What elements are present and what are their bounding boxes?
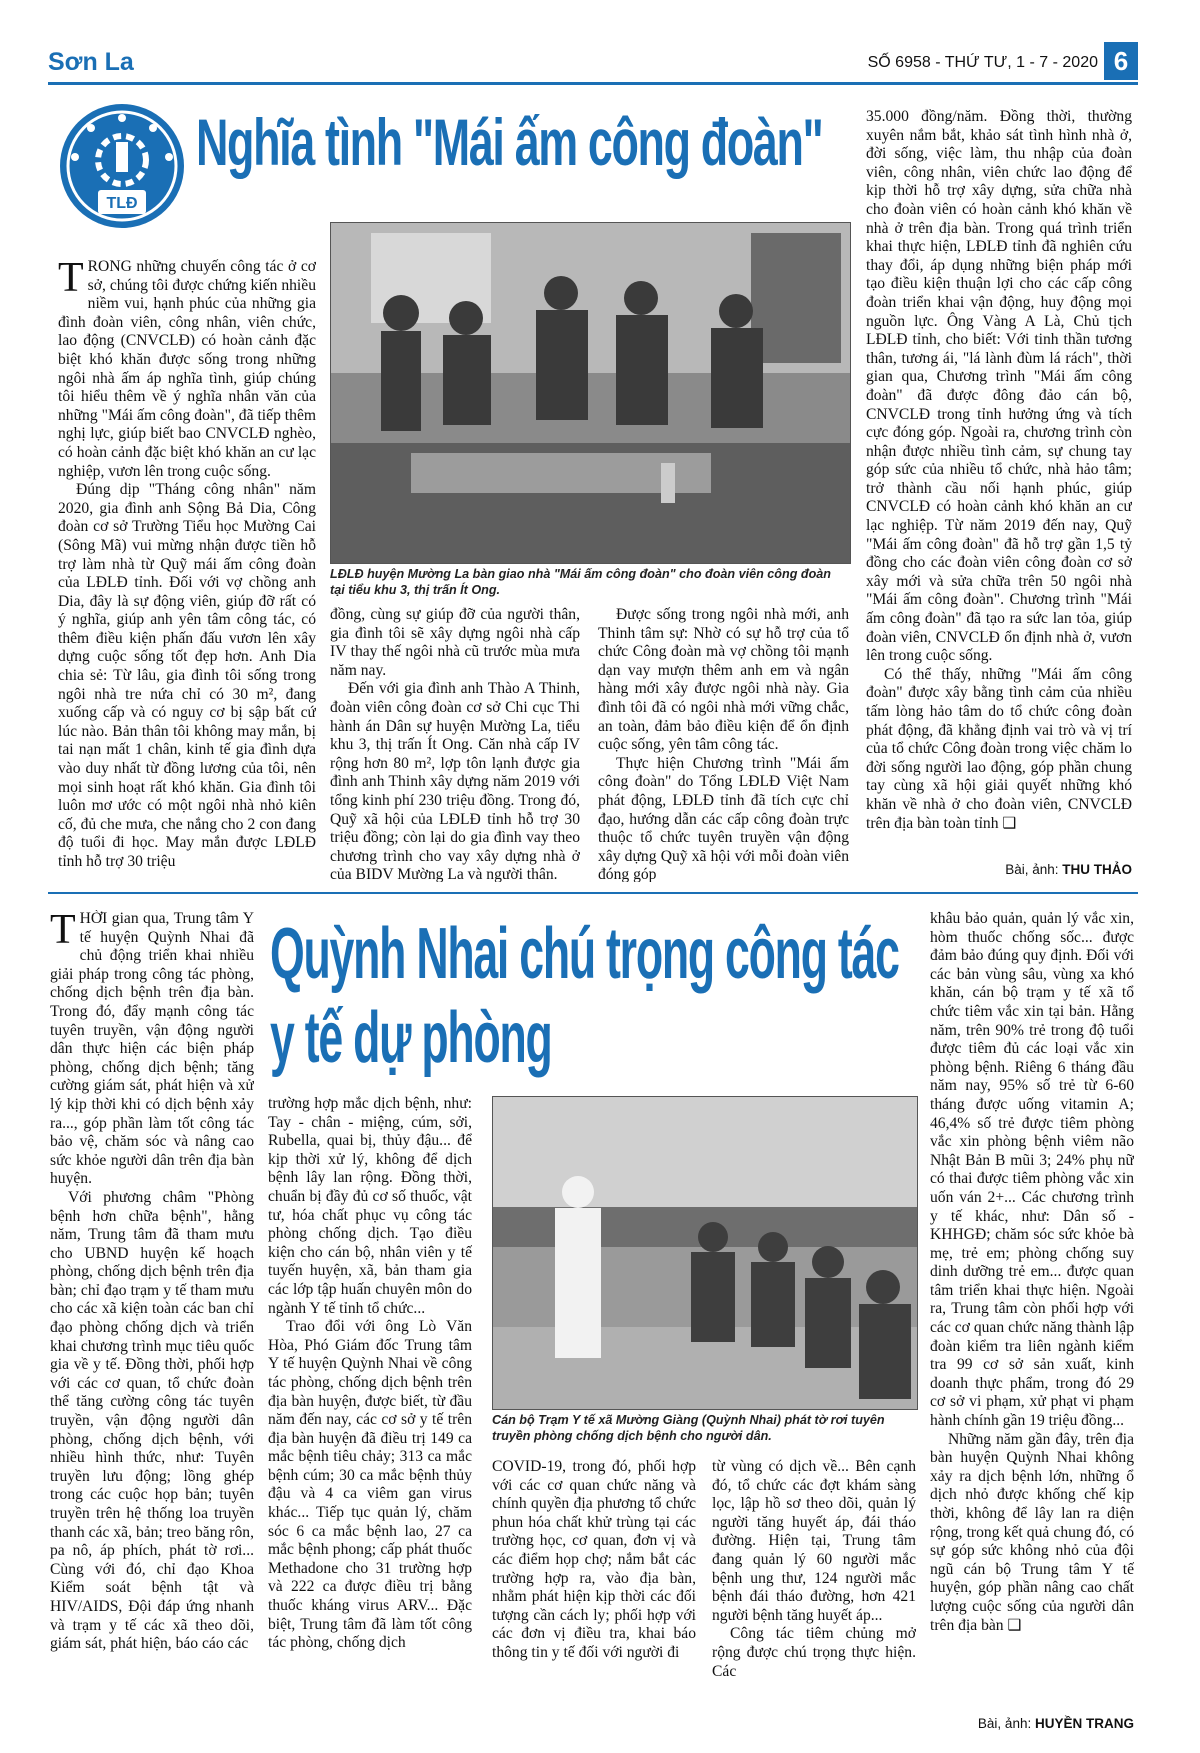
- article2-col4: [712, 1458, 916, 1742]
- article1-col4: [866, 108, 1132, 860]
- logo-text: TLĐ: [106, 195, 138, 212]
- issue-info: SỐ 6958 - THỨ TƯ, 1 - 7 - 2020: [867, 54, 1098, 71]
- article1-photo: [330, 222, 851, 564]
- paragraph: 35.000 đồng/năm. Đồng thời, thường xuyên nắm bắt, khảo sát tình hình nhà ở, đời sống, việc làm, thu nhập của đoàn viên, công nhân, viên chức lao động để kịp thời hỗ trợ xây dựng, sửa chữa nhà cho đoàn viên có hoàn cảnh khó khăn về nhà ở trên địa bàn. Trong quá trình triển khai thực hiện, LĐLĐ tỉnh đã nghiên cứu thay đổi, áp dụng những biện pháp mới tạo điều kiện thuận lợi cho các cấp công đoàn triển khai vận động, huy động mọi nguồn lực. Ông Vàng A Là, Chủ tịch LĐLĐ tỉnh, cho biết: Với tinh thần tương thân, tương ái, "lá lành đùm lá rách", thời gian qua, Chương trình "Mái ấm công đoàn" đã được đông đảo cán bộ, CNVCLĐ trong tỉnh hưởng ứng và tích cực đóng góp. Ngoài ra, chương trình còn nhận được nhiều tình cảm, sự chung tay góp sức của nhiều tổ chức, nhà hảo tâm; trở thành cầu nối hạnh phúc, giúp CNVCLĐ có hoàn cảnh khó khăn an cư lạc nghiệp. Từ năm 2019 đến nay, Quỹ "Mái ấm công đoàn" đã hỗ trợ gần 1,5 tỷ đồng cho các đoàn viên công đoàn cơ sở xây mới và sửa chữa trên 50 ngôi nhà "Mái ấm công đoàn". Chương trình "Mái ấm công đoàn" đã tạo ra sức lan tỏa, giúp đoàn viên, CNVCLĐ ổn định nhà ở, vươn lên trong cuộc sống.: [866, 108, 1132, 665]
- article-divider: [48, 892, 1138, 894]
- paragraph: Công tác tiêm chủng mở rộng được chú trọng thực hiện. Các: [712, 1625, 916, 1680]
- article1-col2: [330, 606, 580, 882]
- paragraph: Đúng dịp "Tháng công nhân" năm 2020, gia đình anh Sộng Bả Dia, Công đoàn cơ sở Trường Tiểu học Mường Cai (Sông Mã) vui mừng nhận được tiền hỗ trợ làm nhà từ Quỹ mái ấm công đoàn của LĐLĐ tỉnh. Đối với vợ chồng anh Dia, đây là sự động viên, giúp đỡ rất có ý nghĩa, giúp anh yên tâm công tác, có thêm điều kiện phấn đấu vươn lên xây dựng cuộc sống tốt đẹp hơn. Anh Dia chia sẻ: Từ lâu, gia đình tôi sống trong ngôi nhà tre nứa chỉ có 30 m², đang xuống cấp và có nguy cơ bị sập bất cứ lúc nào. Bản thân tôi không may mắn, bị tai nạn mất 1 chân, kinh tế gia đình dựa vào duy nhất từ đồng lương của tôi, nên mọi sinh hoạt rất khó khăn. Gia đình tôi luôn mơ ước có một ngôi nhà nhỏ kiên cố, đủ che mưa, che nắng cho 2 con đang độ tuổi đi học. May mắn được LĐLĐ tỉnh hỗ trợ 30 triệu: [58, 481, 316, 870]
- paragraph: Được sống trong ngôi nhà mới, anh Thinh tâm sự: Nhờ có sự hỗ trợ của tổ chức Công đoàn mà vợ chồng tôi mạnh dạn vay mượn thêm anh em và ngân hàng mới xây được ngôi nhà này. Gia đình tôi đã có ngôi nhà mới vững chắc, an toàn, đảm bảo điều kiện để ổn định cuộc sống, yên tâm công tác.: [598, 606, 849, 754]
- article1-title: Nghĩa tình "Mái ấm công đoàn": [196, 105, 823, 179]
- article2-title: Quỳnh Nhai chú trọng công tác y tế dự phòng: [270, 914, 899, 1078]
- article2-byline: Bài, ảnh: HUYỀN TRANG: [977, 1716, 1134, 1731]
- article2-col5: [930, 910, 1134, 1710]
- paragraph: Với phương châm "Phòng bệnh hơn chữa bệnh", hằng năm, Trung tâm đã tham mưu cho UBND huyện kế hoạch phòng, chống dịch bệnh trên địa bàn; chỉ đạo trạm y tế tham mưu cho các xã kiện toàn các ban chỉ đạo phòng chống dịch và triển khai chương trình mục tiêu quốc gia về y tế. Đồng thời, phối hợp với các cơ quan, tổ chức đoàn thể tăng cường công tác tuyên truyền, vận động người dân phòng, chống dịch bệnh, với nhiều hình thức, như: Tuyên truyền lưu động; lồng ghép trong các cuộc họp bản; tuyên truyền trên hệ thống loa truyền thanh các xã, bản; treo băng rôn, pa nô, áp phích, phát tờ rơi... Cùng với đó, chỉ đạo Khoa Kiểm soát bệnh tật và HIV/AIDS, Đội đáp ứng nhanh và trạm y tế các xã theo dõi, giám sát, phát hiện, báo cáo các: [50, 1188, 254, 1653]
- paragraph: Những năm gần đây, trên địa bàn huyện Quỳnh Nhai không xảy ra dịch bệnh lớn, những ổ dịch nhỏ được khống chế kịp thời, không để lây lan ra diện rộng, trong kết quả chung đó, có sự góp sức không nhỏ của đội ngũ cán bộ Trung tâm Y tế huyện, góp phần nâng cao chất lượng cuộc sống của người dân trên địa bàn ❑: [930, 1430, 1134, 1634]
- article2-photo-caption: Cán bộ Trạm Y tế xã Mường Giàng (Quỳnh Nhai) phát tờ rơi tuyên truyền phòng chống dịch bệnh cho người dân.: [492, 1413, 885, 1443]
- paragraph: khâu bảo quản, quản lý vắc xin, hòm thuốc chống sốc... được đảm bảo đúng quy định. Đối với các bản vùng sâu, vùng xa khó khăn, cán bộ trạm y tế xã tổ chức tiêm vắc xin tại bản. Hằng năm, trên 90% trẻ trong độ tuổi được tiêm đủ các loại vắc xin phòng bệnh. Riêng 6 tháng đầu năm nay, 95% số trẻ từ 6-60 tháng được uống vitamin A; 46,4% số trẻ được tiêm phòng vắc xin phòng bệnh viêm não Nhật Bản B mũi 3; 24% phụ nữ có thai được tiêm phòng vắc xin uốn ván 2+... Các chương trình y tế khác, như: Dân số - KHHGĐ; chăm sóc sức khỏe bà mẹ, trẻ em; phòng chống suy dinh dưỡng trẻ em... được quan tâm triển khai thực hiện. Ngoài ra, Trung tâm còn phối hợp với các cơ quan chức năng thành lập đoàn kiểm tra liên ngành kiểm tra 99 cơ sở sản xuất, kinh doanh thực phẩm, trong đó 29 cơ sở vi phạm, xử phạt vi phạm hành chính gần 19 triệu đồng...: [930, 910, 1134, 1430]
- paragraph: Có thể thấy, những "Mái ấm công đoàn" được xây bằng tình cảm của nhiều tấm lòng hảo tâm do tổ chức công đoàn phát động, đã khẳng định vai trò và vị trí của tổ chức Công đoàn trong việc chăm lo đời sống người lao động, góp phần chung tay cùng xã hội giải quyết những khó khăn về nhà ở cho đoàn viên, CNVCLĐ trên địa bàn toàn tỉnh ❑: [866, 665, 1132, 832]
- paragraph: Trao đổi với ông Lò Văn Hòa, Phó Giám đốc Trung tâm Y tế huyện Quỳnh Nhai về công tác phòng, chống dịch bệnh trên địa bàn huyện, được biết, từ đầu năm đến nay, các cơ sở y tế trên địa bàn huyện đã điều trị 149 ca mắc bệnh tiêu chảy; 313 ca mắc bệnh cúm; 30 ca mắc bệnh thủy đậu và 4 ca viêm gan virus khác... Tiếp tục quản lý, chăm sóc 6 ca mắc bệnh lao, 27 ca mắc bệnh phong; cấp phát thuốc Methadone cho 31 trường hợp và 222 ca được điều trị bằng thuốc kháng virus ARV... Đặc biệt, Trung tâm đã làm tốt công tác phòng, chống dịch: [268, 1318, 472, 1652]
- article2-col2: [268, 1095, 472, 1740]
- article2-photo: [492, 1096, 918, 1410]
- section-name: Sơn La: [48, 48, 134, 76]
- drop-cap: T: [58, 258, 84, 301]
- page-header: [48, 42, 1138, 85]
- paragraph: trường hợp mắc dịch bệnh, như: Tay - chân - miệng, cúm, sởi, Rubella, quai bị, thủy đậu... để kịp thời xử lý, không để dịch bệnh lây lan rộng. Đồng thời, chuẩn bị đầy đủ cơ số thuốc, vật tư, hóa chất phục vụ công tác phòng chống dịch. Tạo điều kiện cho cán bộ, nhân viên y tế tuyến huyện, xã, bản tham gia các lớp tập huấn chuyên môn do ngành Y tế tỉnh tổ chức...: [268, 1095, 472, 1317]
- union-logo-icon: [58, 102, 186, 230]
- paragraph: đồng, cùng sự giúp đỡ của người thân, gia đình tôi sẽ xây dựng ngôi nhà cấp IV thay thế ngôi nhà cũ trước mùa mưa năm nay.: [330, 606, 580, 679]
- paragraph: Thực hiện Chương trình "Mái ấm công đoàn" do Tổng LĐLĐ Việt Nam phát động, LĐLĐ tỉnh đã tích cực chỉ đạo, hướng dẫn các cấp công đoàn trực thuộc tổ chức tuyên truyền vận động xây dựng Quỹ xã hội với mỗi đoàn viên đóng góp: [598, 754, 849, 882]
- paragraph: COVID-19, trong đó, phối hợp với các cơ quan chức năng và chính quyền địa phương tổ chức phun hóa chất khử trùng tại các trường học, cơ quan, đơn vị và các điểm họp chợ; nắm bắt các trường hợp ra, vào địa bàn, nhằm phát hiện kịp thời các đối tượng cần cách ly; phối hợp với các đơn vị điều tra, khai báo thông tin y tế đối với người đi: [492, 1458, 696, 1661]
- article2-col3: [492, 1458, 696, 1742]
- paragraph: Đến với gia đình anh Thào A Thinh, đoàn viên công đoàn cơ sở Chi cục Thi hành án Dân sự huyện Mường La, tiểu khu 3, thị trấn Ít Ong. Căn nhà cấp IV rộng hơn 80 m², lợp tôn lạnh được gia đình anh Thinh xây dựng năm 2019 với tổng kinh phí 230 triệu đồng. Trong đó, Quỹ xã hội của LĐLĐ tỉnh hỗ trợ 30 triệu đồng; còn lại do gia đình vay theo chương trình cho vay xây dựng nhà ở của BIDV Mường La và người thân.: [330, 680, 580, 882]
- article1-byline: Bài, ảnh: THU THẢO: [1005, 862, 1132, 877]
- article1-col1: [58, 258, 316, 878]
- drop-cap: T: [50, 910, 76, 953]
- page-number: 6: [1104, 42, 1138, 80]
- article1-lead-paragraph: TRONG những chuyến công tác ở cơ sở, chúng tôi được chứng kiến nhiều niềm vui, hạnh phúc của những gia đình đoàn viên, công nhân, viên chức, lao động (CNVCLĐ) có hoàn cảnh đặc biệt khó khăn được sống trong những ngôi nhà ấm áp nghĩa tình, giúp chúng tôi hiểu thêm về ý nghĩa nhân văn của những "Mái ấm công đoàn", đã tiếp thêm nghị lực, giúp biết bao CNVCLĐ nghèo, có hoàn cảnh đặc biệt khó khăn an cư lạc nghiệp, vươn lên trong cuộc sống.: [58, 258, 316, 480]
- paragraph: từ vùng có dịch về... Bên cạnh đó, tổ chức các đợt khám sàng lọc, lập hồ sơ theo dõi, quản lý người tăng huyết áp, đái tháo đường. Hiện tại, Trung tâm đang quản lý 60 người mắc bệnh ung thư, 124 người mắc bệnh đái tháo đường, hơn 421 người bệnh tăng huyết áp...: [712, 1458, 916, 1624]
- article2-lead-paragraph: THỜI gian qua, Trung tâm Y tế huyện Quỳnh Nhai đã chủ động triển khai nhiều giải pháp trong công tác phòng, chống dịch bệnh trên địa bàn. Trong đó, đẩy mạnh công tác tuyên truyền, vận động người dân thực hiện các biện pháp phòng, chống dịch bệnh; tăng cường giám sát, phát hiện và xử lý kịp thời khi có dịch bệnh xảy ra..., góp phần làm tốt công tác bảo vệ, chăm sóc và nâng cao sức khỏe người dân trên địa bàn huyện.: [50, 910, 254, 1188]
- article1-col3: [598, 606, 849, 882]
- article1-photo-caption: LĐLĐ huyện Mường La bàn giao nhà "Mái ấm công đoàn" cho đoàn viên công đoàn tại tiểu khu 3, thị trấn Ít Ong.: [330, 567, 831, 597]
- article2-col1: [50, 910, 254, 1742]
